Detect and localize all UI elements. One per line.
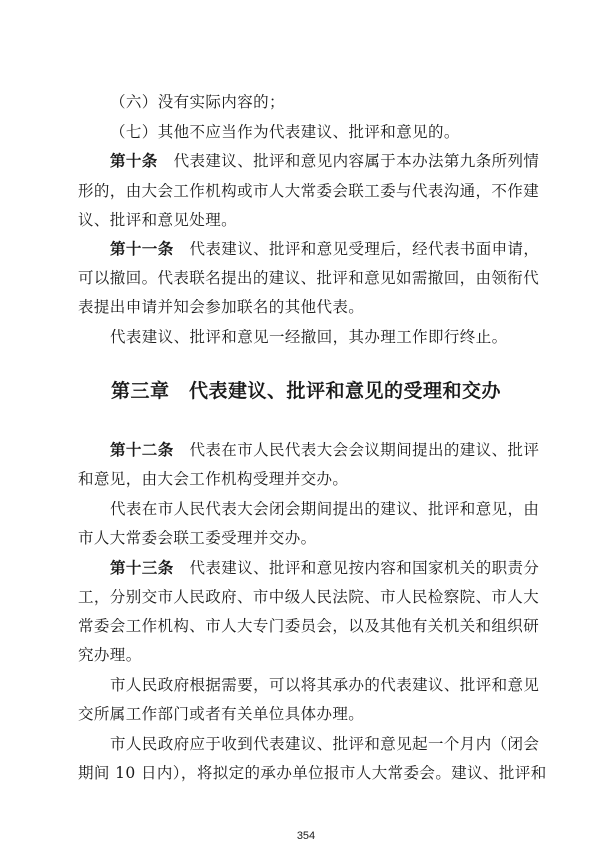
text-line: 代表在市人民代表大会闭会期间提出的建议、批评和意见，由: [110, 500, 540, 518]
text-line: 工，分别交市人民政府、市中级人民法院、市人民检察院、市人大: [78, 588, 540, 606]
text-line: 市人民政府根据需要，可以将其承办的代表建议、批评和意见: [110, 676, 540, 694]
article-number: 第十三条: [110, 559, 174, 577]
article-heading-line: 第十条 代表建议、批评和意见内容属于本办法第九条所列情: [110, 152, 540, 170]
text-line: 代表建议、批评和意见一经撤回，其办理工作即行终止。: [110, 328, 508, 346]
text-line: 和意见，由大会工作机构受理并交办。: [78, 470, 349, 488]
text-line: 市人大常委会联工委受理并交办。: [78, 529, 317, 547]
text-line: （六）没有实际内容的；: [110, 93, 285, 111]
text-line: 市人民政府应于收到代表建议、批评和意见起一个月内（闭会: [110, 735, 540, 753]
text-line: 期间 10 日内），将拟定的承办单位报市人大常委会。建议、批评和: [78, 764, 547, 782]
article-number: 第十二条: [110, 441, 174, 459]
text-line: 交所属工作部门或者有关单位具体办理。: [78, 705, 365, 723]
text-line: 究办理。: [78, 646, 142, 664]
text-line: 议、批评和意见处理。: [78, 211, 238, 229]
text-line: （七）其他不应当作为代表建议、批评和意见的。: [110, 123, 460, 141]
text-line: 常委会工作机构、市人大专门委员会，以及其他有关机关和组织研: [78, 617, 540, 635]
article-heading-line: 第十二条 代表在市人民代表大会会议期间提出的建议、批评: [110, 441, 540, 459]
article-number: 第十条: [110, 152, 158, 170]
text-line: 表提出申请并知会参加联名的其他代表。: [78, 298, 365, 316]
article-heading-line: 第十三条 代表建议、批评和意见按内容和国家机关的职责分: [110, 559, 540, 577]
article-number: 第十一条: [110, 240, 174, 258]
text-line: 可以撤回。代表联名提出的建议、批评和意见如需撤回，由领衔代: [78, 269, 540, 287]
page-number: 354: [296, 830, 316, 842]
chapter-title: 第三章 代表建议、批评和意见的受理和交办: [110, 380, 501, 402]
text-line: 形的，由大会工作机构或市人大常委会联工委与代表沟通，不作建: [78, 182, 540, 200]
article-heading-line: 第十一条 代表建议、批评和意见受理后，经代表书面申请，: [110, 240, 540, 258]
